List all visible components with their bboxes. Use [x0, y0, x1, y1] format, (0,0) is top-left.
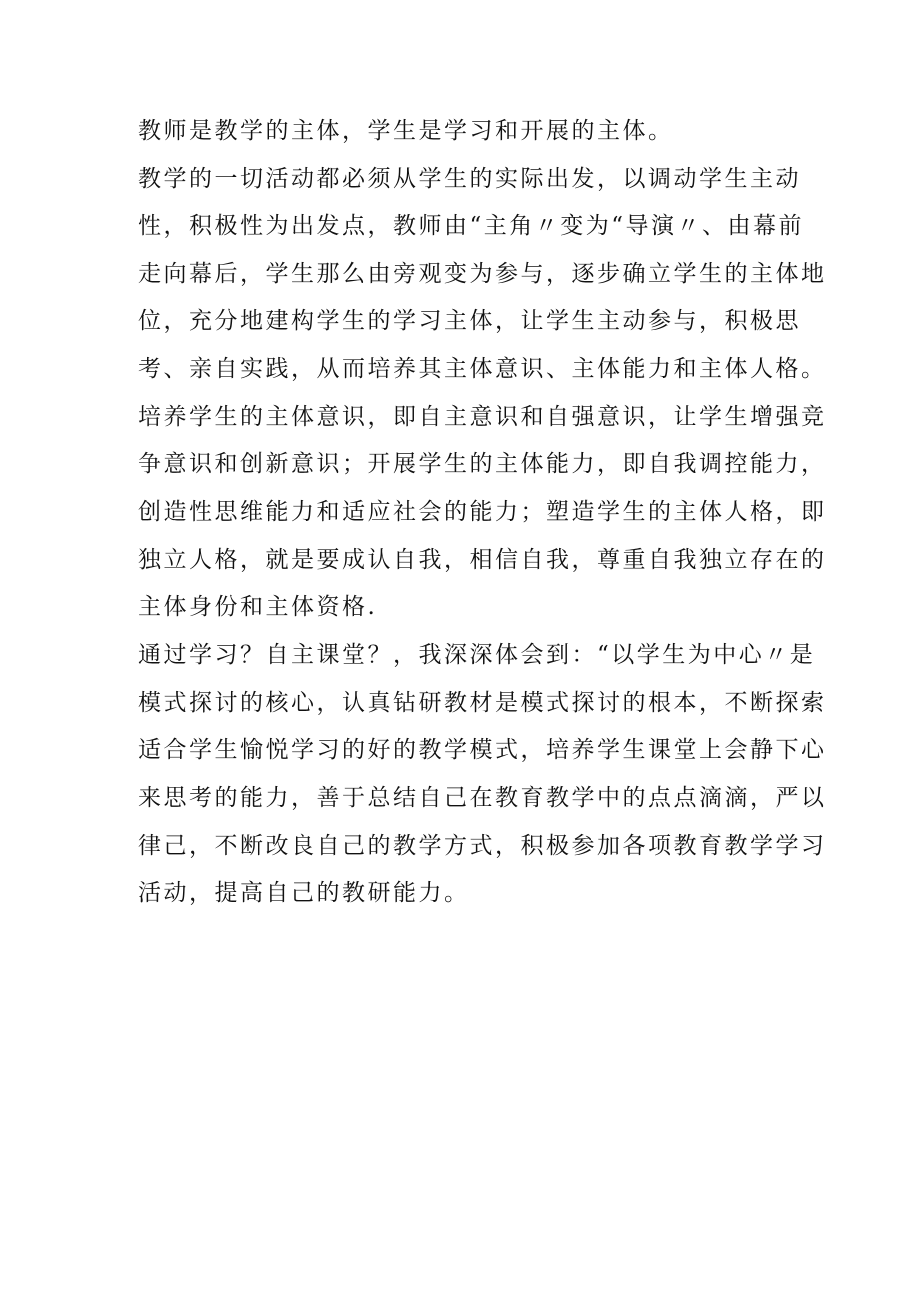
- text-line: 创造性思维能力和适应社会的能力；塑造学生的主体人格，即: [138, 499, 827, 525]
- text-line: 律己，不断改良自己的教学方式，积极参加各项教育教学学习: [138, 833, 827, 859]
- text-line: 争意识和创新意识；开展学生的主体能力，即自我调控能力，: [138, 451, 827, 477]
- text-line: 教学的一切活动都必须从学生的实际出发，以调动学生主动: [138, 166, 801, 192]
- text-line: 通过学习？自主课堂？，我深深体会到：“以学生为中心〃是: [138, 642, 816, 668]
- text-line: 性，积极性为出发点，教师由“主角〃变为“导演〃、由幕前: [138, 213, 805, 239]
- text-line: 主体身份和主体资格.: [138, 594, 378, 620]
- text-line: 独立人格，就是要成认自我，相信自我，尊重自我独立存在的: [138, 547, 827, 573]
- text-line: 来思考的能力，善于总结自己在教育教学中的点点滴滴，严以: [138, 785, 827, 811]
- text-line: 位，充分地建构学生的学习主体，让学生主动参与，积极思: [138, 308, 801, 334]
- text-line: 模式探讨的核心，认真钻研教材是模式探讨的根本，不断探索: [138, 690, 827, 716]
- text-line: 培养学生的主体意识，即自主意识和自强意识，让学生增强竞: [138, 404, 827, 430]
- text-line: 教师是教学的主体，学生是学习和开展的主体。: [138, 118, 674, 144]
- text-line: 适合学生愉悦学习的好的教学模式，培养学生课堂上会静下心: [138, 737, 827, 763]
- text-line: 活动，提高自己的教研能力。: [138, 880, 470, 906]
- text-line: 考、亲自实践，从而培养其主体意识、主体能力和主体人格。: [138, 356, 827, 382]
- text-line: 走向幕后，学生那么由旁观变为参与，逐步确立学生的主体地: [138, 261, 827, 287]
